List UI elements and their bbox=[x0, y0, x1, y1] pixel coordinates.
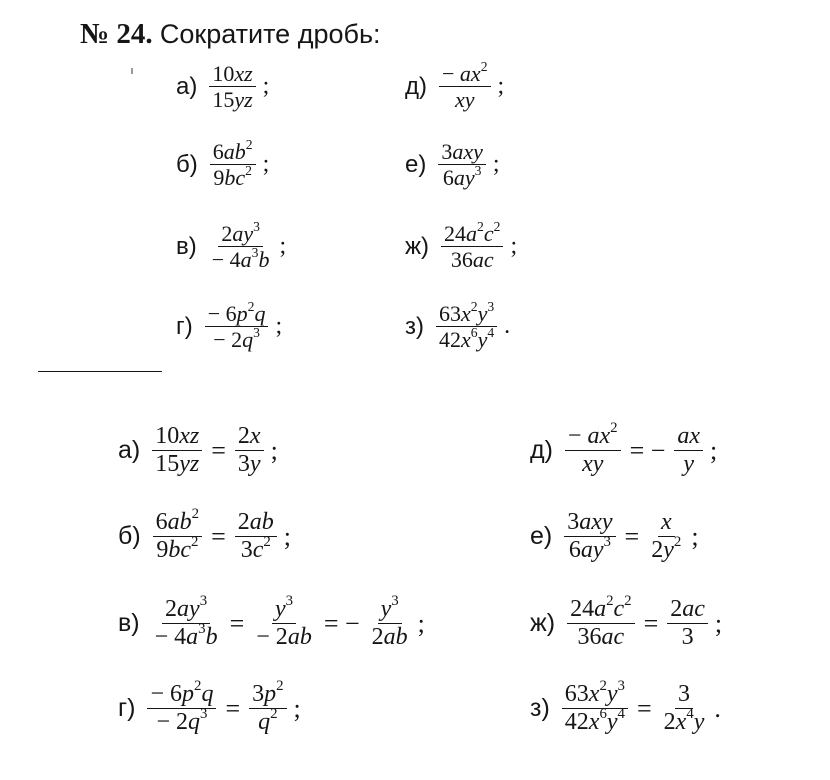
fraction bbox=[439, 58, 491, 113]
task-item bbox=[176, 136, 270, 191]
fraction-denominator: xy bbox=[582, 451, 604, 478]
item-label: б) bbox=[118, 522, 141, 551]
fraction-denominator: 15yz bbox=[212, 87, 253, 113]
task-item bbox=[176, 218, 287, 273]
fraction-denominator: 36ac bbox=[577, 624, 625, 651]
item-label: г) bbox=[118, 694, 136, 723]
task-item bbox=[176, 298, 283, 353]
item-label: в) bbox=[118, 609, 140, 638]
fraction-numerator: $y^3$ bbox=[378, 597, 402, 624]
fraction bbox=[565, 419, 621, 478]
fraction-denominator: $3c^2$ bbox=[240, 534, 271, 564]
fraction-denominator: − $4a^3b$ bbox=[154, 621, 218, 651]
fraction-denominator: 15yz bbox=[155, 451, 200, 478]
fraction-denominator: $42x^6y^4$ bbox=[439, 324, 495, 353]
item-label: а) bbox=[176, 72, 198, 100]
equals-sign: = bbox=[211, 521, 226, 551]
fraction-numerator: $24a^2c^2$ bbox=[441, 222, 503, 247]
fraction bbox=[562, 677, 628, 736]
equals-sign: = − bbox=[323, 608, 360, 638]
fraction-denominator: xy bbox=[454, 87, 475, 113]
answer-item bbox=[118, 592, 425, 651]
equals-sign: = − bbox=[629, 435, 666, 465]
item-label: ж) bbox=[530, 609, 556, 638]
item-label: а) bbox=[118, 436, 141, 465]
section-divider bbox=[38, 371, 162, 372]
fraction bbox=[205, 298, 269, 353]
fraction bbox=[210, 136, 256, 191]
fraction bbox=[438, 140, 486, 189]
fraction bbox=[674, 424, 703, 477]
fraction bbox=[648, 510, 684, 563]
fraction-denominator: $42x^6y^4$ bbox=[564, 706, 625, 736]
fraction-denominator: $9bc^2$ bbox=[156, 534, 199, 564]
exercise-title bbox=[80, 18, 381, 51]
punctuation: ; bbox=[270, 435, 278, 465]
punctuation: ; bbox=[283, 521, 291, 551]
fraction-denominator: $6ay^3$ bbox=[568, 534, 611, 564]
punctuation: ; bbox=[691, 521, 699, 551]
fraction-denominator: − $2q^3$ bbox=[213, 324, 260, 353]
item-label: е) bbox=[530, 522, 553, 551]
equals-sign: = bbox=[636, 693, 652, 723]
task-item bbox=[405, 58, 505, 113]
fraction-numerator: $2ay^3$ bbox=[218, 222, 263, 247]
equals-sign: = bbox=[643, 608, 659, 638]
punctuation: ; bbox=[275, 313, 283, 340]
fraction-denominator: $9bc^2$ bbox=[213, 162, 252, 191]
answer-item bbox=[530, 592, 723, 651]
fraction-denominator: 3 bbox=[681, 624, 694, 651]
item-label: в) bbox=[176, 232, 197, 260]
fraction-numerator: $6ab^2$ bbox=[153, 510, 202, 537]
task-item bbox=[405, 218, 518, 273]
fraction-numerator: 3axy bbox=[438, 140, 486, 165]
fraction-denominator: 3y bbox=[237, 451, 261, 478]
fraction bbox=[253, 592, 315, 651]
answer-item bbox=[118, 677, 301, 736]
fraction-denominator: 2ab bbox=[371, 624, 408, 651]
equals-sign: = bbox=[211, 435, 226, 465]
item-label: д) bbox=[530, 436, 553, 465]
task-item bbox=[405, 140, 500, 189]
fraction-numerator: 10xz bbox=[209, 62, 255, 87]
fraction-numerator: 3 bbox=[675, 682, 693, 709]
punctuation: ; bbox=[710, 435, 718, 465]
exercise-number: № 24. bbox=[80, 18, 153, 50]
fraction bbox=[152, 424, 202, 477]
fraction bbox=[249, 677, 286, 736]
fraction bbox=[369, 592, 411, 651]
fraction-numerator: 2x bbox=[235, 424, 264, 451]
item-label: б) bbox=[176, 150, 198, 178]
punctuation: ; bbox=[497, 73, 505, 100]
fraction-numerator: − $6p^2q$ bbox=[205, 302, 269, 327]
punctuation: . bbox=[504, 313, 511, 340]
task-item bbox=[405, 298, 511, 353]
fraction-denominator: − 2ab bbox=[256, 624, 312, 651]
fraction-numerator: 10xz bbox=[152, 424, 202, 451]
item-label: д) bbox=[405, 72, 427, 100]
item-label: г) bbox=[176, 312, 193, 340]
punctuation: ; bbox=[510, 233, 518, 260]
fraction-numerator: $24a^2c^2$ bbox=[567, 597, 635, 624]
punctuation: ; bbox=[417, 608, 425, 638]
punctuation: ; bbox=[262, 73, 270, 100]
fraction-denominator: $2x^4y$ bbox=[663, 706, 705, 736]
answer-item bbox=[530, 510, 699, 563]
punctuation: ; bbox=[279, 233, 287, 260]
fraction-numerator: x bbox=[658, 510, 675, 537]
fraction bbox=[667, 597, 708, 650]
fraction bbox=[661, 682, 708, 735]
fraction bbox=[152, 592, 221, 651]
answer-item bbox=[118, 505, 291, 564]
fraction bbox=[235, 424, 264, 477]
fraction-numerator: 2ab bbox=[235, 510, 277, 537]
item-label: ж) bbox=[405, 232, 430, 260]
punctuation: ; bbox=[293, 693, 301, 723]
answer-item bbox=[118, 424, 278, 477]
fraction-denominator: − $2q^3$ bbox=[156, 706, 208, 736]
fraction-numerator: − $ax^2$ bbox=[439, 62, 491, 87]
punctuation: . bbox=[714, 693, 721, 723]
equals-sign: = bbox=[624, 521, 640, 551]
fraction-numerator: $63x^2y^3$ bbox=[562, 682, 628, 709]
punctuation: ; bbox=[262, 151, 270, 178]
item-label: е) bbox=[405, 150, 427, 178]
fraction-numerator: 2ac bbox=[667, 597, 708, 624]
fraction bbox=[567, 592, 635, 651]
fraction bbox=[209, 218, 273, 273]
fraction bbox=[441, 218, 503, 273]
fraction-numerator: $2ay^3$ bbox=[162, 597, 210, 624]
punctuation: ; bbox=[714, 608, 723, 638]
fraction-numerator: − $6p^2q$ bbox=[147, 682, 216, 709]
fraction bbox=[564, 510, 615, 563]
fraction-numerator: − $ax^2$ bbox=[565, 424, 621, 451]
fraction bbox=[209, 62, 255, 111]
fraction bbox=[153, 505, 202, 564]
answer-item bbox=[530, 677, 721, 736]
print-speck bbox=[131, 68, 133, 74]
item-label: з) bbox=[405, 312, 424, 340]
equals-sign: = bbox=[225, 693, 241, 723]
equals-sign: = bbox=[229, 608, 245, 638]
fraction-denominator: $2y^2$ bbox=[651, 534, 682, 564]
fraction-denominator: $6ay^3$ bbox=[442, 162, 482, 191]
punctuation: ; bbox=[492, 151, 500, 178]
fraction-numerator: $y^3$ bbox=[272, 597, 296, 624]
fraction-denominator: 36ac bbox=[450, 247, 494, 273]
exercise-instruction: Сократите дробь: bbox=[159, 19, 381, 49]
fraction-denominator: − $4a^3b$ bbox=[211, 244, 270, 273]
fraction bbox=[235, 510, 277, 563]
answer-item bbox=[530, 419, 718, 478]
fraction-numerator: ax bbox=[674, 424, 703, 451]
fraction-numerator: $6ab^2$ bbox=[210, 140, 256, 165]
item-label: з) bbox=[530, 694, 550, 723]
fraction-numerator: $63x^2y^3$ bbox=[436, 302, 497, 327]
fraction-denominator: y bbox=[683, 451, 695, 478]
fraction bbox=[436, 298, 497, 353]
fraction-numerator: 3axy bbox=[564, 510, 615, 537]
task-item bbox=[176, 62, 269, 111]
fraction-denominator: $q^2$ bbox=[258, 706, 278, 736]
fraction bbox=[147, 677, 216, 736]
fraction-numerator: $3p^2$ bbox=[249, 682, 286, 709]
